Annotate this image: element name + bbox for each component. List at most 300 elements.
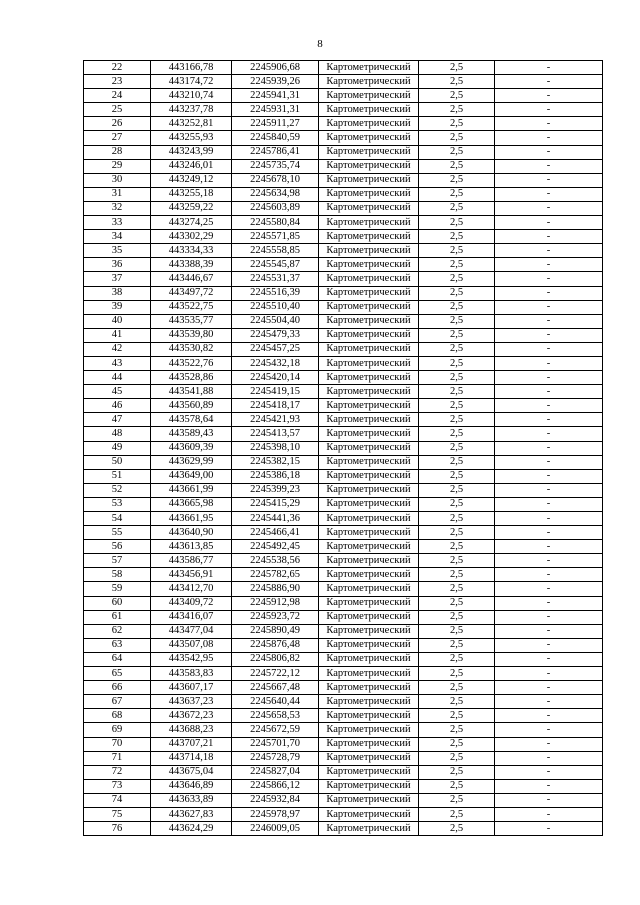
x-coordinate-cell: 443530,82	[151, 342, 232, 356]
description-cell: -	[495, 117, 603, 131]
y-coordinate-cell: 2245701,70	[232, 737, 319, 751]
y-coordinate-cell: 2245978,97	[232, 807, 319, 821]
description-cell: -	[495, 427, 603, 441]
point-number-cell: 36	[84, 258, 151, 272]
method-cell: Картометрический	[319, 765, 419, 779]
point-number-cell: 42	[84, 342, 151, 356]
description-cell: -	[495, 667, 603, 681]
method-cell: Картометрический	[319, 103, 419, 117]
table-row	[84, 371, 603, 385]
table-row	[84, 526, 603, 540]
y-coordinate-cell: 2245806,82	[232, 652, 319, 666]
x-coordinate-cell: 443637,23	[151, 695, 232, 709]
point-number-cell: 25	[84, 103, 151, 117]
description-cell: -	[495, 131, 603, 145]
point-number-cell: 41	[84, 328, 151, 342]
x-coordinate-cell: 443274,25	[151, 216, 232, 230]
description-cell: -	[495, 497, 603, 511]
description-cell: -	[495, 526, 603, 540]
description-cell: -	[495, 371, 603, 385]
description-cell: -	[495, 159, 603, 173]
method-cell: Картометрический	[319, 652, 419, 666]
description-cell: -	[495, 709, 603, 723]
y-coordinate-cell: 2245382,15	[232, 455, 319, 469]
x-coordinate-cell: 443675,04	[151, 765, 232, 779]
accuracy-cell: 2,5	[419, 455, 495, 469]
y-coordinate-cell: 2245735,74	[232, 159, 319, 173]
method-cell: Картометрический	[319, 216, 419, 230]
accuracy-cell: 2,5	[419, 526, 495, 540]
y-coordinate-cell: 2245640,44	[232, 695, 319, 709]
description-cell: -	[495, 540, 603, 554]
method-cell: Картометрический	[319, 540, 419, 554]
method-cell: Картометрический	[319, 201, 419, 215]
description-cell: -	[495, 187, 603, 201]
description-cell: -	[495, 793, 603, 807]
x-coordinate-cell: 443259,22	[151, 201, 232, 215]
accuracy-cell: 2,5	[419, 723, 495, 737]
table-row	[84, 483, 603, 497]
x-coordinate-cell: 443707,21	[151, 737, 232, 751]
description-cell: -	[495, 554, 603, 568]
table-row	[84, 624, 603, 638]
description-cell: -	[495, 765, 603, 779]
y-coordinate-cell: 2245923,72	[232, 610, 319, 624]
description-cell: -	[495, 596, 603, 610]
table-row	[84, 455, 603, 469]
description-cell: -	[495, 483, 603, 497]
y-coordinate-cell: 2245386,18	[232, 469, 319, 483]
method-cell: Картометрический	[319, 709, 419, 723]
table-row	[84, 145, 603, 159]
table-row	[84, 356, 603, 370]
accuracy-cell: 2,5	[419, 286, 495, 300]
point-number-cell: 68	[84, 709, 151, 723]
y-coordinate-cell: 2245911,27	[232, 117, 319, 131]
point-number-cell: 26	[84, 117, 151, 131]
point-number-cell: 58	[84, 568, 151, 582]
table-row	[84, 807, 603, 821]
accuracy-cell: 2,5	[419, 216, 495, 230]
y-coordinate-cell: 2245419,15	[232, 385, 319, 399]
method-cell: Картометрический	[319, 681, 419, 695]
method-cell: Картометрический	[319, 638, 419, 652]
description-cell: -	[495, 300, 603, 314]
table-row	[84, 610, 603, 624]
accuracy-cell: 2,5	[419, 681, 495, 695]
table-row	[84, 793, 603, 807]
point-number-cell: 29	[84, 159, 151, 173]
description-cell: -	[495, 385, 603, 399]
y-coordinate-cell: 2245932,84	[232, 793, 319, 807]
point-number-cell: 33	[84, 216, 151, 230]
y-coordinate-cell: 2245906,68	[232, 61, 319, 75]
y-coordinate-cell: 2245420,14	[232, 371, 319, 385]
accuracy-cell: 2,5	[419, 300, 495, 314]
table-row	[84, 300, 603, 314]
accuracy-cell: 2,5	[419, 75, 495, 89]
x-coordinate-cell: 443166,78	[151, 61, 232, 75]
point-number-cell: 40	[84, 314, 151, 328]
point-number-cell: 60	[84, 596, 151, 610]
point-number-cell: 63	[84, 638, 151, 652]
x-coordinate-cell: 443607,17	[151, 681, 232, 695]
x-coordinate-cell: 443252,81	[151, 117, 232, 131]
accuracy-cell: 2,5	[419, 624, 495, 638]
description-cell: -	[495, 751, 603, 765]
point-number-cell: 62	[84, 624, 151, 638]
y-coordinate-cell: 2245432,18	[232, 356, 319, 370]
accuracy-cell: 2,5	[419, 89, 495, 103]
accuracy-cell: 2,5	[419, 201, 495, 215]
y-coordinate-cell: 2245876,48	[232, 638, 319, 652]
x-coordinate-cell: 443649,00	[151, 469, 232, 483]
x-coordinate-cell: 443560,89	[151, 399, 232, 413]
x-coordinate-cell: 443633,89	[151, 793, 232, 807]
table-row	[84, 75, 603, 89]
description-cell: -	[495, 638, 603, 652]
table-row	[84, 582, 603, 596]
coordinates-table	[83, 60, 603, 836]
description-cell: -	[495, 822, 603, 836]
description-cell: -	[495, 173, 603, 187]
point-number-cell: 57	[84, 554, 151, 568]
description-cell: -	[495, 201, 603, 215]
method-cell: Картометрический	[319, 610, 419, 624]
accuracy-cell: 2,5	[419, 497, 495, 511]
point-number-cell: 64	[84, 652, 151, 666]
y-coordinate-cell: 2245912,98	[232, 596, 319, 610]
point-number-cell: 70	[84, 737, 151, 751]
y-coordinate-cell: 2245399,23	[232, 483, 319, 497]
accuracy-cell: 2,5	[419, 737, 495, 751]
accuracy-cell: 2,5	[419, 272, 495, 286]
y-coordinate-cell: 2245492,45	[232, 540, 319, 554]
table-row	[84, 723, 603, 737]
point-number-cell: 73	[84, 779, 151, 793]
method-cell: Картометрический	[319, 131, 419, 145]
description-cell: -	[495, 582, 603, 596]
x-coordinate-cell: 443613,85	[151, 540, 232, 554]
y-coordinate-cell: 2245890,49	[232, 624, 319, 638]
method-cell: Картометрический	[319, 582, 419, 596]
description-cell: -	[495, 272, 603, 286]
y-coordinate-cell: 2245782,65	[232, 568, 319, 582]
method-cell: Картометрический	[319, 328, 419, 342]
table-row	[84, 512, 603, 526]
x-coordinate-cell: 443302,29	[151, 230, 232, 244]
point-number-cell: 75	[84, 807, 151, 821]
y-coordinate-cell: 2245939,26	[232, 75, 319, 89]
x-coordinate-cell: 443237,78	[151, 103, 232, 117]
accuracy-cell: 2,5	[419, 822, 495, 836]
accuracy-cell: 2,5	[419, 244, 495, 258]
accuracy-cell: 2,5	[419, 582, 495, 596]
method-cell: Картометрический	[319, 624, 419, 638]
method-cell: Картометрический	[319, 342, 419, 356]
table-row	[84, 244, 603, 258]
description-cell: -	[495, 737, 603, 751]
point-number-cell: 69	[84, 723, 151, 737]
y-coordinate-cell: 2245413,57	[232, 427, 319, 441]
table-row	[84, 427, 603, 441]
y-coordinate-cell: 2246009,05	[232, 822, 319, 836]
point-number-cell: 50	[84, 455, 151, 469]
accuracy-cell: 2,5	[419, 554, 495, 568]
table-row	[84, 765, 603, 779]
method-cell: Картометрический	[319, 356, 419, 370]
table-row	[84, 413, 603, 427]
point-number-cell: 30	[84, 173, 151, 187]
table-row	[84, 187, 603, 201]
table-row	[84, 201, 603, 215]
y-coordinate-cell: 2245558,85	[232, 244, 319, 258]
point-number-cell: 61	[84, 610, 151, 624]
point-number-cell: 46	[84, 399, 151, 413]
table-row	[84, 103, 603, 117]
y-coordinate-cell: 2245658,53	[232, 709, 319, 723]
description-cell: -	[495, 356, 603, 370]
y-coordinate-cell: 2245672,59	[232, 723, 319, 737]
y-coordinate-cell: 2245504,40	[232, 314, 319, 328]
x-coordinate-cell: 443334,33	[151, 244, 232, 258]
method-cell: Картометрический	[319, 286, 419, 300]
method-cell: Картометрический	[319, 117, 419, 131]
accuracy-cell: 2,5	[419, 145, 495, 159]
accuracy-cell: 2,5	[419, 173, 495, 187]
table-row	[84, 385, 603, 399]
accuracy-cell: 2,5	[419, 596, 495, 610]
method-cell: Картометрический	[319, 497, 419, 511]
accuracy-cell: 2,5	[419, 568, 495, 582]
description-cell: -	[495, 441, 603, 455]
table-row	[84, 737, 603, 751]
point-number-cell: 48	[84, 427, 151, 441]
x-coordinate-cell: 443522,75	[151, 300, 232, 314]
point-number-cell: 34	[84, 230, 151, 244]
y-coordinate-cell: 2245728,79	[232, 751, 319, 765]
description-cell: -	[495, 75, 603, 89]
description-cell: -	[495, 230, 603, 244]
x-coordinate-cell: 443541,88	[151, 385, 232, 399]
description-cell: -	[495, 314, 603, 328]
table-row	[84, 638, 603, 652]
y-coordinate-cell: 2245571,85	[232, 230, 319, 244]
x-coordinate-cell: 443542,95	[151, 652, 232, 666]
table-row	[84, 441, 603, 455]
accuracy-cell: 2,5	[419, 667, 495, 681]
method-cell: Картометрический	[319, 779, 419, 793]
x-coordinate-cell: 443578,64	[151, 413, 232, 427]
accuracy-cell: 2,5	[419, 540, 495, 554]
x-coordinate-cell: 443535,77	[151, 314, 232, 328]
y-coordinate-cell: 2245580,84	[232, 216, 319, 230]
point-number-cell: 45	[84, 385, 151, 399]
method-cell: Картометрический	[319, 75, 419, 89]
accuracy-cell: 2,5	[419, 469, 495, 483]
description-cell: -	[495, 681, 603, 695]
point-number-cell: 51	[84, 469, 151, 483]
accuracy-cell: 2,5	[419, 695, 495, 709]
point-number-cell: 47	[84, 413, 151, 427]
method-cell: Картометрический	[319, 413, 419, 427]
y-coordinate-cell: 2245545,87	[232, 258, 319, 272]
table-row	[84, 272, 603, 286]
method-cell: Картометрический	[319, 554, 419, 568]
x-coordinate-cell: 443412,70	[151, 582, 232, 596]
method-cell: Картометрический	[319, 667, 419, 681]
y-coordinate-cell: 2245516,39	[232, 286, 319, 300]
method-cell: Картометрический	[319, 526, 419, 540]
accuracy-cell: 2,5	[419, 258, 495, 272]
point-number-cell: 74	[84, 793, 151, 807]
coordinates-table-body	[84, 61, 603, 836]
accuracy-cell: 2,5	[419, 413, 495, 427]
description-cell: -	[495, 89, 603, 103]
description-cell: -	[495, 455, 603, 469]
method-cell: Картометрический	[319, 737, 419, 751]
accuracy-cell: 2,5	[419, 807, 495, 821]
x-coordinate-cell: 443629,99	[151, 455, 232, 469]
table-row	[84, 61, 603, 75]
table-row	[84, 779, 603, 793]
table-row	[84, 568, 603, 582]
x-coordinate-cell: 443249,12	[151, 173, 232, 187]
table-row	[84, 258, 603, 272]
x-coordinate-cell: 443624,29	[151, 822, 232, 836]
method-cell: Картометрический	[319, 427, 419, 441]
x-coordinate-cell: 443586,77	[151, 554, 232, 568]
table-row	[84, 695, 603, 709]
accuracy-cell: 2,5	[419, 61, 495, 75]
point-number-cell: 39	[84, 300, 151, 314]
table-row	[84, 399, 603, 413]
point-number-cell: 35	[84, 244, 151, 258]
table-row	[84, 342, 603, 356]
method-cell: Картометрический	[319, 568, 419, 582]
table-row	[84, 230, 603, 244]
point-number-cell: 55	[84, 526, 151, 540]
x-coordinate-cell: 443672,23	[151, 709, 232, 723]
table-row	[84, 709, 603, 723]
description-cell: -	[495, 624, 603, 638]
y-coordinate-cell: 2245531,37	[232, 272, 319, 286]
x-coordinate-cell: 443246,01	[151, 159, 232, 173]
table-row	[84, 667, 603, 681]
y-coordinate-cell: 2245931,31	[232, 103, 319, 117]
point-number-cell: 31	[84, 187, 151, 201]
accuracy-cell: 2,5	[419, 751, 495, 765]
table-row	[84, 328, 603, 342]
method-cell: Картометрический	[319, 469, 419, 483]
accuracy-cell: 2,5	[419, 793, 495, 807]
accuracy-cell: 2,5	[419, 610, 495, 624]
x-coordinate-cell: 443688,23	[151, 723, 232, 737]
description-cell: -	[495, 413, 603, 427]
point-number-cell: 52	[84, 483, 151, 497]
accuracy-cell: 2,5	[419, 709, 495, 723]
y-coordinate-cell: 2245634,98	[232, 187, 319, 201]
method-cell: Картометрический	[319, 695, 419, 709]
point-number-cell: 28	[84, 145, 151, 159]
accuracy-cell: 2,5	[419, 230, 495, 244]
page-number: 8	[317, 38, 323, 50]
accuracy-cell: 2,5	[419, 356, 495, 370]
table-row	[84, 497, 603, 511]
description-cell: -	[495, 779, 603, 793]
point-number-cell: 65	[84, 667, 151, 681]
point-number-cell: 66	[84, 681, 151, 695]
point-number-cell: 59	[84, 582, 151, 596]
point-number-cell: 54	[84, 512, 151, 526]
x-coordinate-cell: 443528,86	[151, 371, 232, 385]
table-row	[84, 469, 603, 483]
y-coordinate-cell: 2245421,93	[232, 413, 319, 427]
y-coordinate-cell: 2245786,41	[232, 145, 319, 159]
accuracy-cell: 2,5	[419, 652, 495, 666]
y-coordinate-cell: 2245415,29	[232, 497, 319, 511]
accuracy-cell: 2,5	[419, 779, 495, 793]
y-coordinate-cell: 2245457,25	[232, 342, 319, 356]
x-coordinate-cell: 443416,07	[151, 610, 232, 624]
accuracy-cell: 2,5	[419, 441, 495, 455]
description-cell: -	[495, 399, 603, 413]
description-cell: -	[495, 145, 603, 159]
method-cell: Картометрический	[319, 441, 419, 455]
x-coordinate-cell: 443477,04	[151, 624, 232, 638]
point-number-cell: 32	[84, 201, 151, 215]
x-coordinate-cell: 443388,39	[151, 258, 232, 272]
accuracy-cell: 2,5	[419, 512, 495, 526]
table-row	[84, 652, 603, 666]
description-cell: -	[495, 610, 603, 624]
point-number-cell: 22	[84, 61, 151, 75]
accuracy-cell: 2,5	[419, 159, 495, 173]
method-cell: Картометрический	[319, 371, 419, 385]
table-row	[84, 117, 603, 131]
y-coordinate-cell: 2245510,40	[232, 300, 319, 314]
method-cell: Картометрический	[319, 314, 419, 328]
method-cell: Картометрический	[319, 385, 419, 399]
x-coordinate-cell: 443446,67	[151, 272, 232, 286]
table-row	[84, 131, 603, 145]
method-cell: Картометрический	[319, 159, 419, 173]
table-row	[84, 822, 603, 836]
y-coordinate-cell: 2245603,89	[232, 201, 319, 215]
point-number-cell: 72	[84, 765, 151, 779]
table-row	[84, 540, 603, 554]
y-coordinate-cell: 2245678,10	[232, 173, 319, 187]
accuracy-cell: 2,5	[419, 385, 495, 399]
point-number-cell: 27	[84, 131, 151, 145]
point-number-cell: 71	[84, 751, 151, 765]
description-cell: -	[495, 61, 603, 75]
point-number-cell: 37	[84, 272, 151, 286]
point-number-cell: 44	[84, 371, 151, 385]
y-coordinate-cell: 2245466,41	[232, 526, 319, 540]
method-cell: Картометрический	[319, 300, 419, 314]
description-cell: -	[495, 723, 603, 737]
y-coordinate-cell: 2245667,48	[232, 681, 319, 695]
y-coordinate-cell: 2245418,17	[232, 399, 319, 413]
x-coordinate-cell: 443456,91	[151, 568, 232, 582]
method-cell: Картометрический	[319, 272, 419, 286]
accuracy-cell: 2,5	[419, 117, 495, 131]
method-cell: Картометрический	[319, 187, 419, 201]
table-row	[84, 751, 603, 765]
description-cell: -	[495, 328, 603, 342]
method-cell: Картометрический	[319, 596, 419, 610]
